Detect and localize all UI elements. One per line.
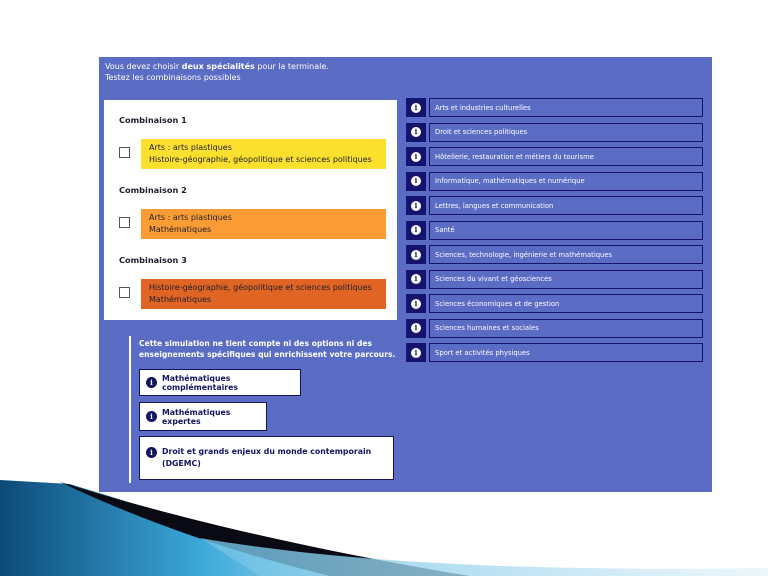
info-icon[interactable] [406,319,426,338]
specialty-label: Sport et activités physiques [429,343,703,362]
slide-decoration [0,478,768,576]
combination-1-checkbox[interactable] [119,147,130,158]
combination-3-item-2: Mathématiques [149,295,212,304]
option-label: Droit et grands enjeux du monde contemporain (DGEMC) [162,447,372,468]
info-icon[interactable] [406,123,426,142]
info-glyph: i [411,299,421,309]
info-glyph: i [411,274,421,284]
combination-3-box [141,279,386,309]
specialty-item[interactable] [406,196,703,215]
option-math-complementaires[interactable] [139,369,301,396]
info-glyph: i [411,323,421,333]
combination-1-box [141,139,386,169]
combination-1-item-1: Arts : arts plastiques [149,143,232,152]
combination-3-title: Combinaison 3 [119,255,187,265]
specialty-label: Droit et sciences politiques [429,123,703,142]
specialty-item[interactable] [406,98,703,117]
specialty-item[interactable] [406,294,703,313]
info-glyph: i [411,176,421,186]
info-glyph: i [411,127,421,137]
note-divider [129,336,131,483]
combinations-card [104,100,397,320]
specialty-label: Sciences du vivant et géosciences [429,270,703,289]
specialty-item[interactable] [406,147,703,166]
specialty-label: Sciences, technologie, ingénierie et mathématiques [429,245,703,264]
specialty-item[interactable] [406,221,703,240]
specialty-item[interactable] [406,270,703,289]
combination-3-checkbox[interactable] [119,287,130,298]
specialty-label: Sciences économiques et de gestion [429,294,703,313]
specialty-item[interactable] [406,123,703,142]
specialty-label: Lettres, langues et communication [429,196,703,215]
info-icon[interactable] [406,294,426,313]
info-icon[interactable]: i [146,447,157,458]
intro-line1-end: pour la terminale. [254,62,329,71]
option-label: Mathématiques complémentaires [162,373,239,392]
intro-line2: Testez les combinaisons possibles [105,73,241,82]
info-glyph: i [411,103,421,113]
specialty-label: Informatique, mathématiques et numérique [429,172,703,191]
combination-1-title: Combinaison 1 [119,115,187,125]
combination-2-item-1: Arts : arts plastiques [149,213,232,222]
option-math-expertes[interactable] [139,402,267,431]
info-glyph: i [411,348,421,358]
specialty-label: Hôtellerie, restauration et métiers du tourisme [429,147,703,166]
intro-line1-start: Vous devez choisir [105,62,182,71]
intro-line1-bold: deux spécialités [181,62,255,71]
combination-1-item-2: Histoire-géographie, géopolitique et sciences politiques [149,155,372,164]
specialty-label: Arts et industries culturelles [429,98,703,117]
option-label: Mathématiques expertes [162,407,231,426]
simulator-panel [99,57,712,492]
info-icon[interactable] [406,172,426,191]
info-icon[interactable]: i [146,411,157,422]
info-icon[interactable] [406,343,426,362]
combination-2-checkbox[interactable] [119,217,130,228]
specialty-item[interactable] [406,245,703,264]
info-icon[interactable]: i [146,377,157,388]
specialty-label: Sciences humaines et sociales [429,319,703,338]
specialty-item[interactable] [406,172,703,191]
info-glyph: i [411,152,421,162]
simulation-note: Cette simulation ne tient compte ni des options ni des enseignements spécifiques qui enrichissent votre parcours. [139,339,396,359]
info-icon[interactable] [406,270,426,289]
combination-2-box [141,209,386,239]
intro-text [105,61,329,83]
info-glyph: i [411,201,421,211]
specialty-item[interactable] [406,343,703,362]
info-icon[interactable] [406,147,426,166]
info-icon[interactable] [406,221,426,240]
option-dgemc[interactable] [139,436,394,480]
info-glyph: i [411,225,421,235]
info-icon[interactable] [406,98,426,117]
combination-2-item-2: Mathématiques [149,225,212,234]
combination-3-item-1: Histoire-géographie, géopolitique et sciences politiques [149,283,372,292]
combination-2-title: Combinaison 2 [119,185,187,195]
info-glyph: i [411,250,421,260]
info-icon[interactable] [406,196,426,215]
specialty-label: Santé [429,221,703,240]
info-icon[interactable] [406,245,426,264]
specialty-item[interactable] [406,319,703,338]
